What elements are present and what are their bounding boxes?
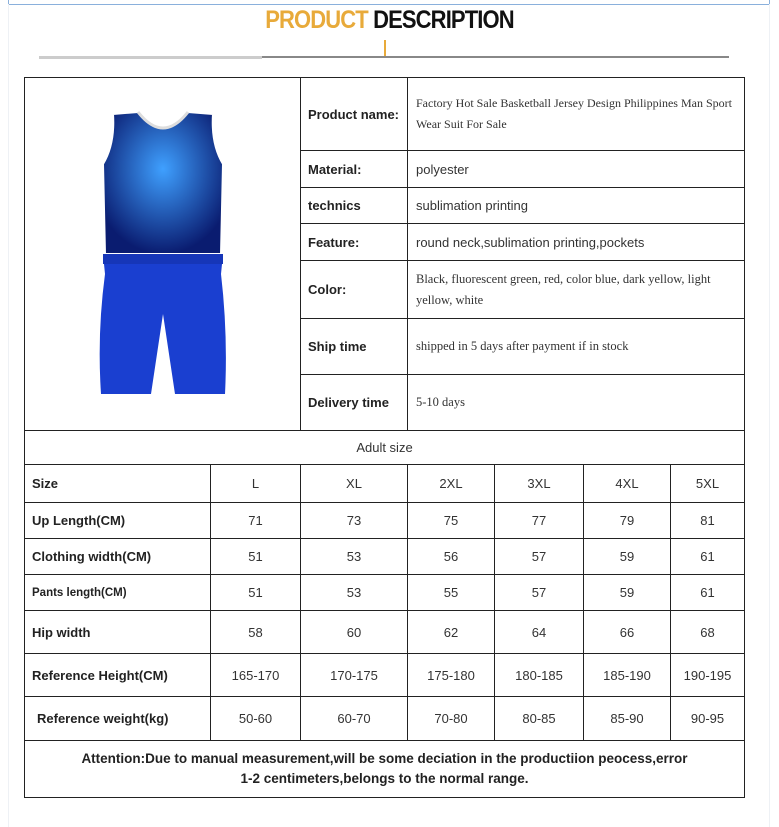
- size-cell: [210, 610, 301, 654]
- size-cell-text: 60: [346, 624, 362, 640]
- size-cell-text: 53: [346, 585, 362, 600]
- row-label: [24, 696, 211, 741]
- size-cell: [494, 502, 584, 539]
- size-cell: [210, 574, 301, 611]
- row-label: [24, 502, 211, 539]
- size-cell: [210, 464, 301, 503]
- info-value: [407, 150, 745, 188]
- row-label-text: Up Length(CM): [32, 513, 126, 528]
- size-cell-text: 55: [443, 585, 459, 600]
- info-label-text: Delivery time: [308, 395, 389, 410]
- size-cell: [300, 696, 408, 741]
- size-cell-text: 50-60: [238, 711, 273, 726]
- info-value: [407, 223, 745, 261]
- page-title: PRODUCT DESCRIPTION: [265, 6, 514, 34]
- size-cell-text: L: [251, 476, 260, 491]
- size-cell-text: XL: [346, 476, 362, 491]
- size-cell: [300, 653, 408, 697]
- size-cell: [407, 653, 495, 697]
- info-label-text: Material:: [308, 161, 362, 177]
- size-cell: [210, 653, 301, 697]
- size-cell: [583, 538, 671, 575]
- size-cell-text: 53: [346, 549, 362, 564]
- size-cell-text: 68: [700, 624, 715, 640]
- size-cell: [670, 574, 745, 611]
- size-cell-text: 57: [531, 549, 547, 564]
- size-cell-text: 2XL: [439, 476, 463, 491]
- row-label: [24, 610, 211, 654]
- info-label-text: technics: [308, 198, 361, 213]
- size-cell: [300, 574, 408, 611]
- size-cell-text: 73: [346, 513, 362, 528]
- row-label-text: Pants length(CM): [32, 586, 127, 599]
- info-label: [300, 150, 408, 188]
- size-cell-text: 79: [619, 513, 635, 528]
- size-cell: [494, 464, 584, 503]
- size-cell-text: 60-70: [337, 711, 371, 726]
- size-cell-text: 59: [619, 585, 635, 600]
- size-cell-text: 71: [248, 513, 263, 528]
- size-cell: [494, 610, 584, 654]
- size-cell: [494, 696, 584, 741]
- size-cell: [670, 464, 745, 503]
- info-label: [300, 77, 408, 151]
- size-cell: [494, 574, 584, 611]
- info-label: [300, 318, 408, 375]
- row-label-text: Reference Height(CM): [32, 667, 168, 683]
- size-cell: [407, 696, 495, 741]
- size-cell-text: 185-190: [603, 667, 651, 683]
- size-cell: [210, 696, 301, 741]
- size-cell: [583, 464, 671, 503]
- size-cell-text: 4XL: [615, 476, 639, 491]
- size-cell-text: 59: [619, 549, 635, 564]
- size-cell-text: 62: [443, 624, 459, 640]
- size-cell: [670, 502, 745, 539]
- size-caption: [24, 430, 745, 465]
- jersey-image: [83, 104, 243, 404]
- size-caption-text: Adult size: [356, 440, 413, 455]
- size-cell: [300, 502, 408, 539]
- size-cell-text: 64: [531, 624, 547, 640]
- size-cell: [407, 538, 495, 575]
- size-cell-text: 180-185: [515, 667, 563, 683]
- size-cell-text: 190-195: [683, 667, 732, 683]
- size-cell-text: 58: [248, 624, 263, 640]
- size-cell: [300, 464, 408, 503]
- size-cell-text: 51: [248, 549, 263, 564]
- size-cell-text: 80-85: [522, 711, 556, 726]
- info-label: [300, 374, 408, 431]
- size-cell: [583, 574, 671, 611]
- info-value: [407, 187, 745, 224]
- size-cell: [407, 610, 495, 654]
- info-label-text: Color:: [308, 282, 347, 297]
- info-value-text: shipped in 5 days after payment if in stock: [416, 339, 629, 353]
- info-value-text: round neck,sublimation printing,pockets: [416, 234, 645, 250]
- info-value-text: sublimation printing: [416, 198, 529, 213]
- info-value-text: 5-10 days: [416, 395, 465, 409]
- size-cell-text: 61: [700, 585, 715, 600]
- size-cell: [583, 696, 671, 741]
- size-cell: [494, 538, 584, 575]
- divider-highlight: [39, 56, 262, 59]
- row-label: [24, 464, 211, 503]
- attention-note: [24, 740, 745, 798]
- size-cell: [583, 610, 671, 654]
- size-cell: [407, 574, 495, 611]
- size-cell-text: 175-180: [427, 667, 475, 683]
- size-cell-text: 5XL: [695, 476, 720, 491]
- row-label: [24, 653, 211, 697]
- size-cell-text: 90-95: [690, 711, 725, 726]
- row-label-text: Reference weight(kg): [37, 711, 169, 726]
- size-cell: [670, 610, 745, 654]
- info-value-text: polyester: [416, 161, 469, 177]
- info-value-text: Black, fluorescent green, red, color blue, dark yellow, light yellow, white: [416, 271, 711, 307]
- size-cell-text: 61: [700, 549, 715, 564]
- info-label-text: Product name:: [308, 106, 400, 122]
- size-cell-text: 57: [531, 585, 547, 600]
- row-label: [24, 538, 211, 575]
- size-cell-text: 81: [700, 513, 715, 528]
- size-cell: [300, 610, 408, 654]
- attention-note-text: Attention:Due to manual measurement,will be some deciation in the productiion peocess,error 1-2 centimeters,belongs to the normal range.: [81, 751, 688, 786]
- size-cell: [210, 502, 301, 539]
- size-cell-text: 75: [443, 513, 459, 528]
- row-label-text: Size: [32, 476, 59, 491]
- size-cell: [210, 538, 301, 575]
- info-value: [407, 318, 745, 375]
- size-cell: [670, 696, 745, 741]
- info-label: [300, 187, 408, 224]
- size-cell: [583, 502, 671, 539]
- size-cell: [300, 538, 408, 575]
- product-image: [24, 77, 301, 431]
- size-cell-text: 77: [531, 513, 547, 528]
- size-cell: [670, 653, 745, 697]
- info-label-text: Ship time: [308, 339, 367, 354]
- size-cell: [407, 464, 495, 503]
- size-cell-text: 165-170: [231, 667, 280, 683]
- row-label-text: Clothing width(CM): [32, 549, 152, 564]
- info-label: [300, 260, 408, 319]
- info-value: [407, 374, 745, 431]
- info-label-text: Feature:: [308, 234, 360, 250]
- size-cell-text: 170-175: [330, 667, 378, 683]
- size-cell-text: 85-90: [610, 711, 644, 726]
- size-cell: [494, 653, 584, 697]
- info-label: [300, 223, 408, 261]
- size-cell-text: 51: [248, 585, 263, 600]
- size-cell-text: 66: [619, 624, 635, 640]
- size-cell-text: 70-80: [434, 711, 468, 726]
- size-cell: [583, 653, 671, 697]
- size-cell: [670, 538, 745, 575]
- info-value-text: Factory Hot Sale Basketball Jersey Design Philippines Man Sport Wear Suit For Sale: [416, 96, 732, 131]
- info-value: [407, 260, 745, 319]
- row-label-text: Hip width: [32, 624, 91, 640]
- info-value: [407, 77, 745, 151]
- row-label: [24, 574, 211, 611]
- size-cell-text: 56: [443, 549, 459, 564]
- title-accent: [384, 40, 386, 56]
- size-cell-text: 3XL: [527, 476, 551, 491]
- size-cell: [407, 502, 495, 539]
